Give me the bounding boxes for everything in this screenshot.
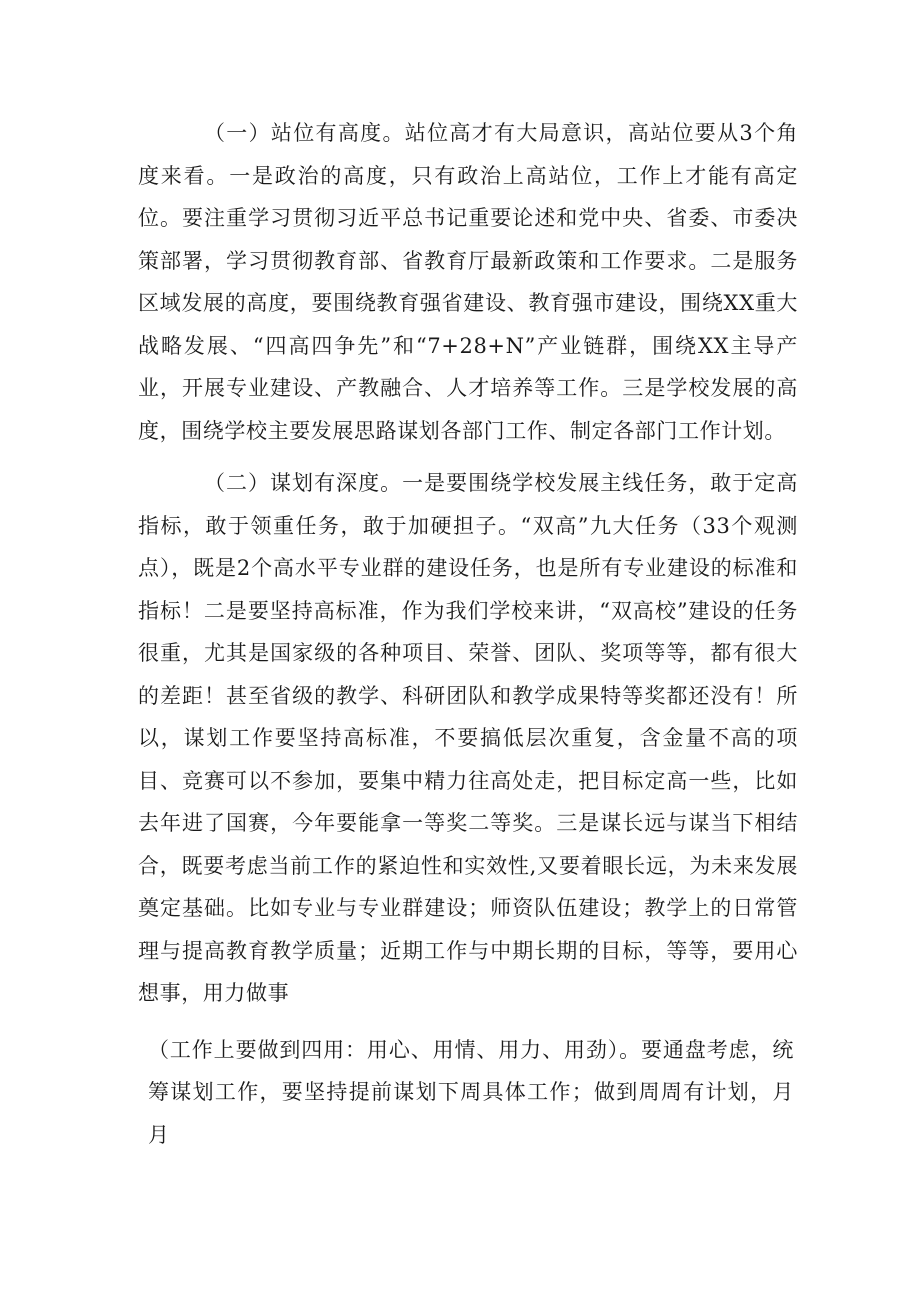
paragraph-four-uses: （工作上要做到四用：用心、用情、用力、用劲）。要通盘考虑，统筹谋划工作，要坚持提前谋划下周具体工作；做到周周有计划，月月 — [148, 1037, 794, 1147]
paragraph-planning-depth: （二）谋划有深度。一是要围绕学校发展主线任务，敢于定高指标，敢于领重任务，敢于加硬担子。“双高”九大任务（33个观测点），既是2个高水平专业群的建设任务，也是所有专业建设的标准和指标！二是要坚持高标准，作为我们学校来讲，“双高校”建设的任务很重，尤其是国家级的各种项目、荣誉、团队、奖项等等，都有很大的差距！甚至省级的教学、科研团队和教学成果特等奖都还没有！所以，谋划工作要坚持高标准，不要搞低层次重复，含金量不高的项目、竞赛可以不参加，要集中精力往高处走，把目标定高一些，比如去年进了国赛，今年要能拿一等奖二等奖。三是谋长远与谋当下相结合，既要考虑当前工作的紧迫性和实效性,又要着眼长远，为未来发展奠定基础。比如专业与专业群建设；师资队伍建设；教学上的日常管理与提高教育教学质量；近期工作与中期长期的目标，等等，要用心想事，用力做事 — [138, 471, 798, 1005]
document-body — [138, 112, 798, 1156]
paragraph-standpoint-height: （一）站位有高度。站位高才有大局意识，高站位要从3个角度来看。一是政治的高度，只有政治上高站位，工作上才能有高定位。要注重学习贯彻习近平总书记重要论述和党中央、省委、市委决策部署，学习贯彻教育部、省教育厅最新政策和工作要求。二是服务区域发展的高度，要围绕教育强省建设、教育强市建设，围绕XX重大战略发展、“四高四争先”和“7+28+N”产业链群，围绕XX主导产业，开展专业建设、产教融合、人才培养等工作。三是学校发展的高度，围绕学校主要发展思路谋划各部门工作、制定各部门工作计划。 — [138, 121, 798, 443]
